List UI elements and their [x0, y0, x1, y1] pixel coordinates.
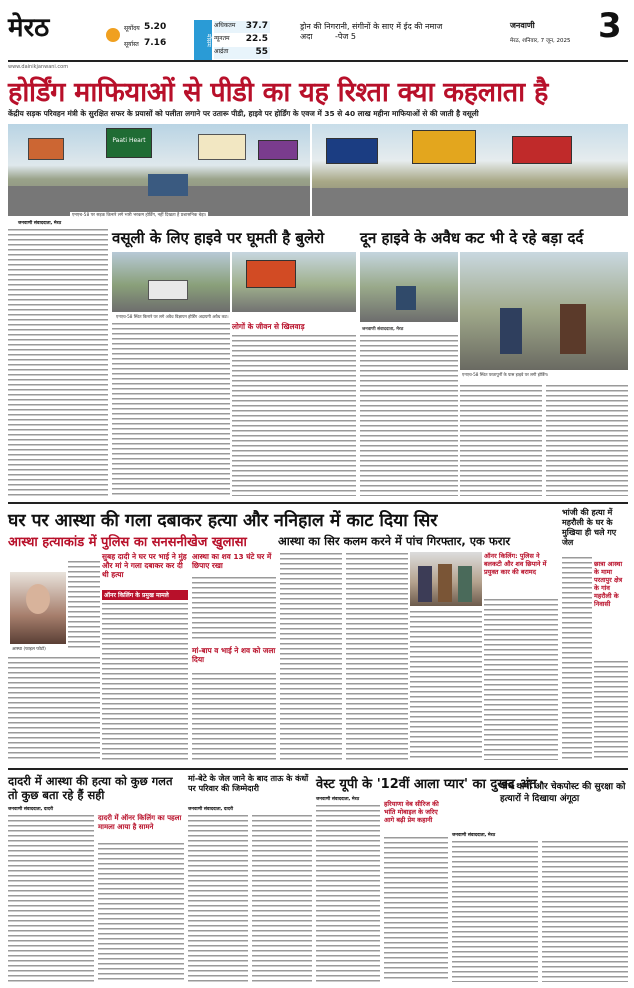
story2-group-photo	[410, 552, 482, 606]
weather-hum-row	[214, 47, 270, 59]
box3-lines	[192, 672, 276, 760]
scooter	[396, 286, 416, 310]
max-label: अधिकतम	[214, 22, 236, 29]
story2-col-2-text	[280, 552, 342, 760]
lead-photo-caption: एनएच-58 पर सड़क किनारे लगे भारी भरकम होर्डिंग, नहीं दिखता है प्रशासनिक बेड़ा।	[72, 213, 207, 218]
lead-col-3-text	[360, 334, 458, 496]
person-2	[438, 564, 452, 602]
lead-byline: जनवाणी संवाददाता, मेरठ	[18, 221, 62, 226]
bottom-story1-head: दादरी में आस्था की हत्या को कुछ गलत तो कुछ बता रहे हैं सही	[8, 774, 173, 802]
lead-subhead-2: वसूली के लिए हाइवे पर घूमती है बुलेरो	[112, 229, 325, 247]
lead-col-5-text	[546, 384, 628, 496]
box1-text	[102, 602, 188, 760]
bottom-col-4	[252, 814, 312, 982]
weather-badge-label: मौसम	[205, 33, 212, 47]
lead-photo-4-caption: एनएच-58 स्थित परतापुर्नी के पास हाइवे पर लगी होर्डिंग।	[462, 372, 549, 377]
billboard-5	[326, 138, 378, 164]
lead-col-4	[460, 384, 542, 496]
lead-col-2-text	[112, 322, 230, 496]
story2-side-col-2	[594, 660, 628, 760]
page-number: 3	[598, 6, 622, 46]
box3-text	[192, 672, 276, 760]
lead-col-5	[546, 384, 628, 496]
story2-side-col-2-text	[594, 660, 628, 760]
billboard-1	[28, 138, 64, 160]
billboard-4	[258, 140, 298, 160]
box1-lines	[102, 602, 188, 760]
lead-col-1	[8, 220, 108, 496]
story2-col-4-text	[410, 610, 482, 760]
bottom-story1-box: दादरी में ऑनर किलिंग का पहला मामला आया है सामने	[98, 814, 182, 831]
min-label: न्यूनतम	[214, 35, 230, 42]
bottom-col-7-text	[452, 840, 538, 982]
weather-badge	[194, 20, 212, 60]
bottom-col-6-text	[384, 836, 448, 982]
sunrise-label: सूर्योदय	[124, 25, 140, 32]
box3-title: मां-बाप व भाई ने शव को जला दिया	[192, 646, 276, 664]
story2-side-title: भांजी की हत्या में महरौली के घर के मुखिया ही चले गए जेल	[562, 508, 617, 547]
lead-col-4-text	[460, 384, 542, 496]
lead-col-3	[360, 334, 458, 496]
story2-photo	[10, 572, 66, 644]
person-1	[418, 566, 432, 602]
weather-min-row	[214, 34, 270, 46]
billboard-2: Paati Heart	[106, 128, 152, 158]
bottom-story2-byline: जनवाणी संवाददाता, दादरी	[188, 807, 234, 812]
bottom-col-5	[316, 804, 380, 982]
portrait-face	[26, 584, 50, 614]
box2-lines	[192, 576, 276, 642]
lead-photo	[8, 124, 310, 216]
teaser	[300, 22, 450, 42]
sunrise-value: 5.20	[144, 22, 167, 32]
story2-col-2	[280, 552, 342, 760]
story2-col-1-text	[8, 656, 100, 760]
box1-title: सुबह दादी ने घर पर भाई ने मुंह और मां ने गला दबाकर कर दी थी हत्या	[102, 552, 187, 579]
section-rule-2	[8, 768, 628, 770]
bottom-story4-head: पांच थानों और चेकपोस्ट की सुरक्षा को हत्यारों ने दिखाया अंगूठा	[500, 782, 626, 804]
person-3	[458, 566, 472, 602]
city-name: मेरठ	[8, 13, 50, 43]
bottom-story3-box: हरियाणा वेब सीरिज की भांति मोबाइल के जरिए आगे बढ़ी प्रेम कहानी	[384, 800, 439, 824]
sunset-label: सूर्यास्त	[124, 41, 139, 48]
bottom-col-1-text	[8, 814, 94, 982]
story2-headline: घर पर आस्था की गला दबाकर हत्या और ननिहाल में काट दिया सिर	[8, 511, 438, 531]
story2-col-3-text	[346, 552, 408, 760]
story2-deck: आस्था का सिर कलम करने में पांच गिरफ्तार, एक फरार	[278, 534, 511, 548]
story2-col-3	[346, 552, 408, 760]
story2-col-1	[8, 656, 100, 760]
humidity-value: 55	[255, 47, 268, 57]
story2-col-5-text	[484, 598, 558, 760]
story2-side-col-text	[562, 556, 592, 760]
story2-col-1a-text	[68, 560, 100, 650]
teaser-text: ड्रोन की निगरानी, संगीनों के साए में ईद की नमाज अदा	[300, 22, 443, 41]
box2-text	[192, 576, 276, 642]
bottom-col-2	[98, 842, 184, 982]
billboard-3	[198, 134, 246, 160]
weather-box	[194, 20, 272, 60]
story2-col-4	[410, 610, 482, 760]
box2-title: आस्था का शव 13 घंटे घर में छिपाए रखा	[192, 552, 272, 570]
lead-photo-5	[460, 252, 628, 370]
bottom-col-8-text	[542, 840, 628, 982]
teaser-page: -पेज 5	[334, 32, 356, 41]
bottom-col-7	[452, 840, 538, 982]
lead-box-text	[232, 334, 356, 496]
lead-col-1-text	[8, 228, 108, 496]
billboard-7	[512, 136, 572, 164]
lead-headline: होर्डिंग माफियाओं से पीडी का यह रिश्ता क्या कहलाता है	[8, 77, 548, 108]
sun-box	[104, 20, 167, 54]
bottom-col-3	[188, 814, 248, 982]
billboard-6	[412, 130, 476, 164]
humidity-label: आर्द्रता	[214, 48, 229, 55]
bottom-col-5-text	[316, 804, 380, 982]
truck	[148, 174, 188, 196]
bottom-story2-head: मां-बेटे के जेल जाने के बाद ताऊ के कंधों पर परिवार की जिम्मेदारी	[188, 774, 309, 793]
lead-subhead: केंद्रीय सड़क परिवहन मंत्री के सुरक्षित सफर के प्रयासों को पलीता लगाने पर उतारू पीडी, हाइवे पर होर्डिंग के एवज में 35 से 40 लाख महीना माफियाओं से की जाती है वसूली	[8, 109, 479, 118]
box1-sub: ऑनर किलिंग के प्रमुख मामले	[102, 590, 188, 600]
lead-photo-4	[360, 252, 458, 322]
lead-photo-3	[232, 252, 356, 312]
sun-icon	[106, 28, 120, 42]
bottom-col-4-text	[252, 814, 312, 982]
min-value: 22.5	[245, 34, 268, 44]
vehicle	[148, 280, 188, 300]
story2-deck2: ऑनर किलिंग: पुलिस ने बलकटी और शव छिपाने में प्रयुक्त कार की बरामद	[484, 552, 547, 576]
story2-subhead: आस्था हत्याकांड में पुलिस का सनसनीखेज खुलासा	[8, 535, 247, 550]
lead-photo-2	[112, 252, 230, 312]
rider-2	[560, 304, 586, 354]
lead-photo-5-caption: जनवाणी संवाददाता, मेरठ	[362, 327, 404, 332]
lead-box-title: लोगों के जीवन से खिलवाड़	[232, 322, 305, 331]
road-b	[312, 188, 628, 216]
story2-photo-caption: आस्था (फाइल फोटो)	[12, 647, 46, 652]
bottom-story3-head: वेस्ट यूपी के '12वीं आला प्यार' का दुखद अंत	[316, 777, 537, 792]
lead-box	[232, 322, 356, 496]
rider-1	[500, 308, 522, 354]
site-url: www.dainikjanwani.com	[8, 64, 69, 70]
masthead	[0, 0, 634, 70]
masthead-rule	[8, 60, 628, 62]
bottom-col-2-text	[98, 842, 184, 982]
story2-col-1a	[68, 560, 100, 650]
bottom-story1-byline: जनवाणी संवाददाता, दादरी	[8, 807, 54, 812]
lead-subhead-3: दून हाइवे के अवैध कट भी दे रहे बड़ा दर्द	[360, 229, 584, 247]
bottom-story4-byline: जनवाणी संवाददाता, मेरठ	[452, 833, 496, 838]
story2-col-5	[484, 598, 558, 760]
bottom-col-8	[542, 840, 628, 982]
weather-max-row	[214, 21, 270, 33]
signboard	[246, 260, 296, 288]
lead-photo-b	[312, 124, 628, 216]
dateline: मेरठ, शनिवार, 7 जून, 2025	[510, 38, 571, 44]
lead-col-2	[112, 322, 230, 496]
bottom-col-6	[384, 836, 448, 982]
bottom-story3-byline: जनवाणी संवाददाता, मेरठ	[316, 797, 360, 802]
sunset-value: 7.16	[144, 38, 167, 48]
paper-logo: जनवाणी	[510, 21, 535, 30]
lead-photo-2-caption: एनएच-58 स्थित किनारे पर लगे अवैध विज्ञापन होर्डिंग अदायगी अवैध कट।	[116, 314, 229, 319]
bottom-col-1	[8, 814, 94, 982]
section-rule-1	[8, 502, 628, 504]
max-value: 37.7	[245, 21, 268, 31]
story2-side-col	[562, 556, 592, 760]
story2-side-box: छात्रा आस्था के मामा परतापुर क्षेत्र के गांव महरौली के निवासी	[594, 560, 623, 608]
bottom-col-3-text	[188, 814, 248, 982]
